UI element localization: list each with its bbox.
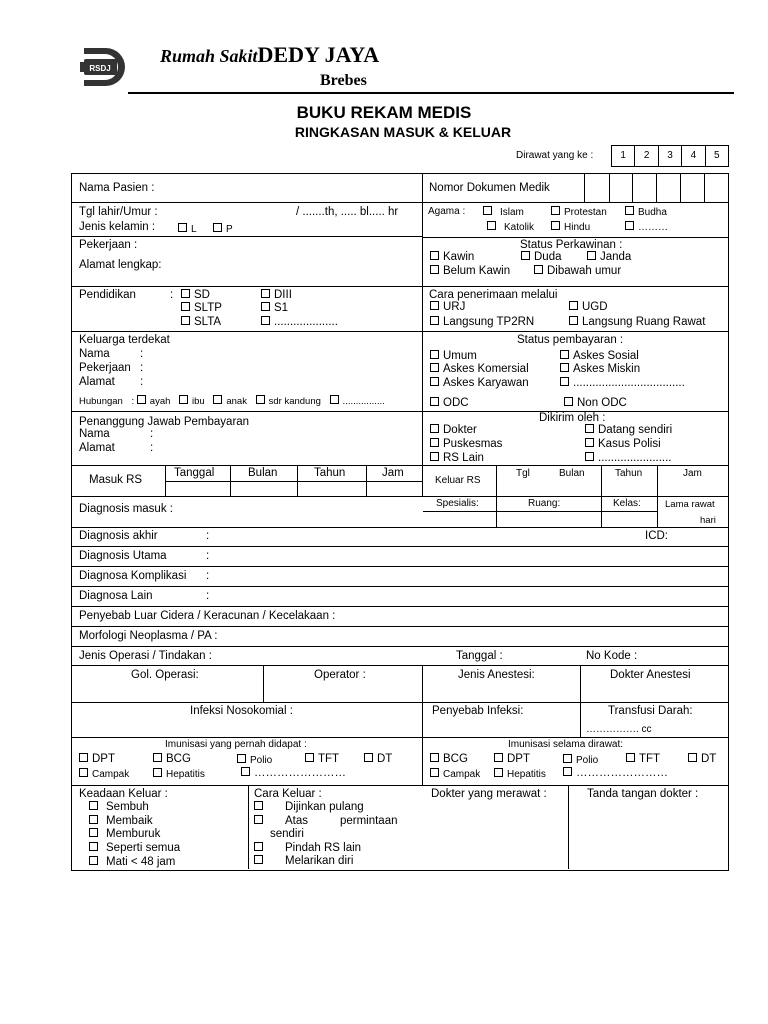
- keluar-col-tahun: Tahun: [615, 468, 643, 479]
- colon: :: [150, 442, 154, 454]
- status-kawin-title: Status Perkawinan :: [520, 239, 623, 251]
- operator-label: Operator :: [314, 669, 366, 681]
- keadaan-seperti-semua[interactable]: Seperti semua: [89, 842, 180, 854]
- pendidikan-colon: :: [170, 289, 174, 301]
- colon: :: [206, 570, 210, 582]
- imunisasi-selama-title: Imunisasi selama dirawat:: [508, 739, 624, 750]
- pend-diii[interactable]: DIII: [261, 289, 292, 301]
- agama-opt-lain[interactable]: ………: [625, 221, 668, 233]
- imun-campak[interactable]: Campak: [79, 768, 129, 780]
- keluar-rs-label: Keluar RS: [435, 475, 481, 486]
- bayar-umum[interactable]: Umum: [430, 350, 477, 362]
- dikirim-kasus-polisi[interactable]: Kasus Polisi: [585, 438, 661, 450]
- janda-opt[interactable]: Janda: [587, 251, 631, 263]
- colon: :: [206, 550, 210, 562]
- imun-tft[interactable]: TFT: [305, 753, 339, 765]
- cara-penerimaan-title: Cara penerimaan melalui: [429, 289, 558, 301]
- agama-opt-hindu[interactable]: Hindu: [551, 221, 590, 233]
- colon: :: [140, 362, 144, 374]
- duda-opt[interactable]: Duda: [521, 251, 562, 263]
- kawin-opt[interactable]: Kawin: [430, 251, 474, 263]
- imun2-dt[interactable]: DT: [688, 753, 716, 765]
- imun2-tft[interactable]: TFT: [626, 753, 660, 765]
- diagnosa-lain-label: Diagnosa Lain: [79, 590, 153, 602]
- dikirim-datang-sendiri[interactable]: Datang sendiri: [585, 424, 672, 436]
- keluar-sendiri-text: sendiri: [270, 828, 304, 840]
- pendidikan-label: Pendidikan: [79, 289, 136, 301]
- diagnosis-utama-label: Diagnosis Utama: [79, 550, 167, 562]
- tgl-lahir-format: / .......th, ..... bl..... hr: [296, 206, 399, 218]
- kel-alamat-label: Alamat: [79, 376, 115, 388]
- imun2-campak[interactable]: Campak: [430, 768, 480, 780]
- imun2-hepatitis[interactable]: Hepatitis: [494, 768, 546, 780]
- dikirim-rs-lain[interactable]: RS Lain: [430, 452, 484, 464]
- transfusi-value: ……………. cc: [586, 724, 652, 735]
- lama-rawat-label: Lama rawat: [665, 499, 715, 510]
- pekerjaan-label: Pekerjaan :: [79, 239, 138, 251]
- spesialis-label: Spesialis:: [436, 498, 479, 509]
- dikirim-title: Dikirim oleh :: [539, 412, 606, 424]
- tanda-tangan-label: Tanda tangan dokter :: [587, 788, 699, 800]
- agama-opt-islam[interactable]: Islam: [483, 206, 524, 218]
- dikirim-dokter[interactable]: Dokter: [430, 424, 477, 436]
- infeksi-label: Infeksi Nosokomial :: [190, 705, 293, 717]
- svg-text:RSDJ: RSDJ: [89, 64, 111, 73]
- penerimaan-urj[interactable]: URJ: [430, 301, 465, 313]
- pend-sd[interactable]: SD: [181, 289, 210, 301]
- bayar-lain[interactable]: ...................................: [560, 377, 685, 389]
- masuk-col-tanggal: Tanggal: [174, 467, 215, 479]
- masuk-col-bulan: Bulan: [248, 467, 278, 479]
- imun-polio[interactable]: Polio: [237, 754, 272, 766]
- keluar-pindah-rs[interactable]: Pindah RS lain: [254, 842, 361, 854]
- keluar-dijinkan[interactable]: Dijinkan pulang: [254, 801, 364, 813]
- dirawat-boxes: [611, 145, 729, 167]
- hospital-logo: [76, 42, 126, 92]
- belum-kawin-opt[interactable]: Belum Kawin: [430, 265, 510, 277]
- kelas-label: Kelas:: [613, 498, 641, 509]
- dirawat-option[interactable]: 4: [682, 146, 705, 166]
- keluar-col-tgl: Tgl: [516, 468, 530, 479]
- imun-bcg[interactable]: BCG: [153, 753, 191, 765]
- kel-pekerjaan-label: Pekerjaan: [79, 362, 131, 374]
- keluar-col-jam: Jam: [683, 468, 702, 479]
- document-subtitle: RINGKASAN MASUK & KELUAR: [294, 124, 512, 140]
- odc-option[interactable]: ODC: [430, 397, 469, 409]
- dirawat-label: Dirawat yang ke :: [516, 150, 594, 161]
- dikirim-lain[interactable]: .......................: [585, 452, 672, 464]
- keadaan-membaik[interactable]: Membaik: [89, 815, 153, 827]
- diagnosa-komplikasi-label: Diagnosa Komplikasi: [79, 570, 187, 582]
- bayar-askes-sosial[interactable]: Askes Sosial: [560, 350, 639, 362]
- keluar-col-bulan: Bulan: [559, 468, 585, 479]
- hub-ayah-checkbox[interactable]: [137, 395, 146, 404]
- imun2-bcg[interactable]: BCG: [430, 753, 468, 765]
- logo-mark: [76, 42, 126, 92]
- penerimaan-ruang-rawat[interactable]: Langsung Ruang Rawat: [569, 316, 705, 328]
- imun2-polio[interactable]: Polio: [563, 754, 598, 766]
- imun-hepatitis[interactable]: Hepatitis: [153, 768, 205, 780]
- jk-p-checkbox[interactable]: [213, 223, 222, 232]
- transfusi-label: Transfusi Darah:: [608, 705, 693, 717]
- alamat-label: Alamat lengkap:: [79, 259, 162, 271]
- keluar-atas-permintaan[interactable]: Atas permintaan: [254, 815, 398, 827]
- keluar-melarikan-diri[interactable]: Melarikan diri: [254, 855, 353, 867]
- pend-slta[interactable]: SLTA: [181, 316, 221, 328]
- imun-lain[interactable]: ……………………: [241, 767, 346, 779]
- keadaan-memburuk[interactable]: Memburuk: [89, 828, 160, 840]
- bayar-askes-miskin[interactable]: Askes Miskin: [560, 363, 640, 375]
- keluarga-label: Keluarga terdekat: [79, 334, 170, 346]
- hubungan-label: Hubungan: [79, 396, 123, 407]
- gol-operasi-label: Gol. Operasi:: [131, 669, 199, 681]
- jk-options: L P: [178, 223, 233, 235]
- pend-sltp[interactable]: SLTP: [181, 302, 222, 314]
- colon: :: [140, 376, 144, 388]
- keadaan-sembuh[interactable]: Sembuh: [89, 801, 149, 813]
- colon: :: [206, 590, 210, 602]
- ruang-label: Ruang:: [528, 498, 561, 509]
- masuk-col-tahun: Tahun: [314, 467, 346, 479]
- hospital-city: Brebes: [320, 72, 367, 89]
- dirawat-option[interactable]: 2: [635, 146, 658, 166]
- masuk-col-jam: Jam: [382, 467, 404, 479]
- imun2-lain[interactable]: ……………………: [563, 767, 668, 779]
- agama-opt-budha[interactable]: Budha: [625, 206, 667, 218]
- kel-nama-label: Nama: [79, 348, 110, 360]
- icd-label: ICD:: [645, 530, 668, 542]
- imun-dpt[interactable]: DPT: [79, 753, 115, 765]
- dokter-anestesi-label: Dokter Anestesi: [610, 669, 691, 681]
- document-title: BUKU REKAM MEDIS: [296, 103, 472, 122]
- penyebab-infeksi-label: Penyebab Infeksi:: [432, 705, 524, 717]
- tgl-lahir-label: Tgl lahir/Umur :: [79, 206, 158, 218]
- hubungan-row: Hubungan : ayah ibu anak sdr kandung ................: [79, 396, 385, 407]
- penyebab-luar-label: Penyebab Luar Cidera / Keracunan / Kecelakaan :: [79, 610, 336, 622]
- agama-label: Agama :: [428, 206, 466, 217]
- imun2-dpt[interactable]: DPT: [494, 753, 530, 765]
- dirawat-option[interactable]: 1: [612, 146, 635, 166]
- colon: :: [150, 428, 154, 440]
- diagnosis-akhir-label: Diagnosis akhir: [79, 530, 158, 542]
- bayar-askes-komersial[interactable]: Askes Komersial: [430, 363, 529, 375]
- hari-label: hari: [700, 515, 716, 526]
- agama-opt-protestan[interactable]: Protestan: [551, 206, 607, 218]
- penanggung-label: Penanggung Jawab Pembayaran: [79, 416, 250, 428]
- penerimaan-tp2rn[interactable]: Langsung TP2RN: [430, 316, 534, 328]
- pend-s1[interactable]: S1: [261, 302, 288, 314]
- diagnosis-masuk-label: Diagnosis masuk :: [79, 503, 173, 515]
- hub-sdr-checkbox[interactable]: [256, 395, 265, 404]
- hub-lain-checkbox[interactable]: [330, 395, 339, 404]
- colon: :: [140, 348, 144, 360]
- status-bayar-title: Status pembayaran :: [517, 334, 624, 346]
- imun-dt[interactable]: DT: [364, 753, 392, 765]
- jenis-anestesi-label: Jenis Anestesi:: [458, 669, 535, 681]
- nama-pasien-label: Nama Pasien :: [79, 182, 155, 194]
- imunisasi-pernah-title: Imunisasi yang pernah didapat :: [165, 739, 307, 750]
- dikirim-puskesmas[interactable]: Puskesmas: [430, 438, 502, 450]
- dokter-merawat-label: Dokter yang merawat :: [431, 788, 547, 800]
- dirawat-option[interactable]: 5: [714, 150, 720, 161]
- jenis-kelamin-label: Jenis kelamin :: [79, 221, 156, 233]
- tanggal-label: Tanggal :: [456, 650, 503, 662]
- nomor-dokumen-label: Nomor Dokumen Medik: [429, 182, 550, 194]
- morfologi-label: Morfologi Neoplasma / PA :: [79, 630, 218, 642]
- hub-anak-checkbox[interactable]: [213, 395, 222, 404]
- hospital-name: Rumah SakitDEDY JAYA: [160, 42, 380, 67]
- keadaan-mati[interactable]: Mati < 48 jam: [89, 856, 175, 868]
- non-odc-option[interactable]: Non ODC: [564, 397, 627, 409]
- bayar-askes-karyawan[interactable]: Askes Karyawan: [430, 377, 529, 389]
- jenis-operasi-label: Jenis Operasi / Tindakan :: [79, 650, 212, 662]
- pj-nama-label: Nama: [79, 428, 110, 440]
- colon: :: [206, 530, 210, 542]
- no-kode-label: No Kode :: [586, 650, 638, 662]
- cara-keluar-label: Cara Keluar :: [254, 788, 322, 800]
- jk-l-checkbox[interactable]: [178, 223, 187, 232]
- dibawah-umur-opt[interactable]: Dibawah umur: [534, 265, 621, 277]
- keadaan-keluar-label: Keadaan Keluar :: [79, 788, 168, 800]
- hub-ibu-checkbox[interactable]: [179, 395, 188, 404]
- masuk-rs-label: Masuk RS: [89, 474, 143, 486]
- header-rule: [128, 92, 734, 94]
- dirawat-option[interactable]: 3: [659, 146, 682, 166]
- agama-opt-katolik[interactable]: Katolik: [487, 221, 534, 233]
- penerimaan-ugd[interactable]: UGD: [569, 301, 608, 313]
- pend-lain[interactable]: ....................: [261, 316, 338, 328]
- pj-alamat-label: Alamat: [79, 442, 115, 454]
